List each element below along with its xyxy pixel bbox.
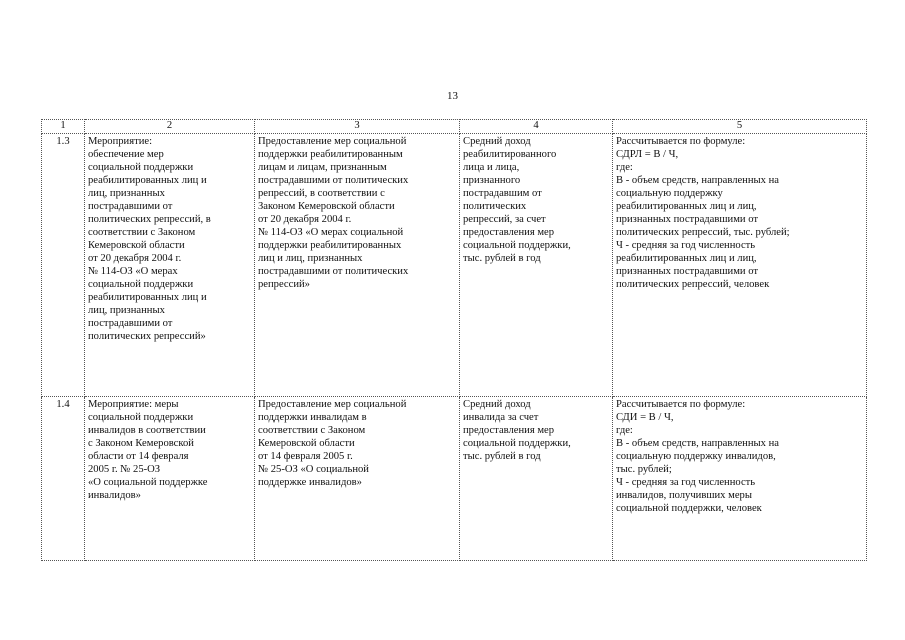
formula-line: социальную поддержку <box>616 188 723 199</box>
measure-line: 2005 г. № 25-ОЗ <box>88 464 161 475</box>
indicator-line: Средний доход <box>463 136 531 147</box>
measure-line: Кемеровской области <box>88 240 185 251</box>
provision-line: пострадавшими от политических <box>258 175 409 186</box>
measure-line: обеспечение мер <box>88 149 164 160</box>
header-col-4: 4 <box>460 120 613 134</box>
provision-line: соответствии с Законом <box>258 425 366 436</box>
provision-line: № 25-ОЗ «О социальной <box>258 464 369 475</box>
indicator-line: инвалида за счет <box>463 412 539 423</box>
page-number: 13 <box>447 90 458 102</box>
formula-line: Ч - средняя за год численность <box>616 240 756 251</box>
indicator-line: социальной поддержки, <box>463 240 571 251</box>
indicator-line: признанного <box>463 175 521 186</box>
measure-cell <box>85 397 255 561</box>
provision-line: Предоставление мер социальной <box>258 136 407 147</box>
provision-line: поддержки реабилитированных <box>258 240 402 251</box>
provision-line: репрессий, в соответствии с <box>258 188 385 199</box>
formula-line: где: <box>616 425 633 436</box>
indicator-line: Средний доход <box>463 399 531 410</box>
provision-line: № 114-ОЗ «О мерах социальной <box>258 227 404 238</box>
provision-line: поддержки инвалидам в <box>258 412 367 423</box>
formula-line: социальной поддержки, человек <box>616 503 762 514</box>
formula-line: тыс. рублей; <box>616 464 672 475</box>
formula-line: Рассчитывается по формуле: <box>616 136 746 147</box>
provision-line: поддержки реабилитированным <box>258 149 403 160</box>
formula-line: СДРЛ = В / Ч, <box>616 149 679 160</box>
measure-line: № 114-ОЗ «О мерах <box>88 266 178 277</box>
measure-line: политических репрессий» <box>88 331 206 342</box>
provision-line: лиц и лиц, признанных <box>258 253 363 264</box>
indicator-line: лица и лица, <box>463 162 520 173</box>
header-col-5: 5 <box>613 120 867 134</box>
measure-cell <box>85 134 255 397</box>
measure-line: пострадавшими от <box>88 201 173 212</box>
formula-line: политических репрессий, человек <box>616 279 770 290</box>
provision-line: от 14 февраля 2005 г. <box>258 451 353 462</box>
measures-table <box>41 119 867 561</box>
row-number: 1.4 <box>42 397 85 561</box>
indicator-line: предоставления мер <box>463 425 555 436</box>
provision-line: поддержке инвалидов» <box>258 477 362 488</box>
formula-line: признанных пострадавшими от <box>616 266 759 277</box>
formula-line: Ч - средняя за год численность <box>616 477 756 488</box>
provision-line: от 20 декабря 2004 г. <box>258 214 352 225</box>
provision-line: лицам и лицам, признанным <box>258 162 387 173</box>
measure-line: Мероприятие: <box>88 136 153 147</box>
indicator-line: тыс. рублей в год <box>463 253 541 264</box>
formula-line: признанных пострадавшими от <box>616 214 759 225</box>
header-col-2: 2 <box>85 120 255 134</box>
indicator-line: репрессий, за счет <box>463 214 546 225</box>
measure-line: инвалидов» <box>88 490 141 501</box>
provision-line: Законом Кемеровской области <box>258 201 395 212</box>
formula-line: В - объем средств, направленных на <box>616 438 779 449</box>
measure-line: социальной поддержки <box>88 162 194 173</box>
provision-line: Кемеровской области <box>258 438 355 449</box>
measure-line: пострадавшими от <box>88 318 173 329</box>
indicator-line: политических <box>463 201 527 212</box>
indicator-line: реабилитированного <box>463 149 557 160</box>
formula-line: Рассчитывается по формуле: <box>616 399 746 410</box>
formula-line: политических репрессий, тыс. рублей; <box>616 227 790 238</box>
measure-line: реабилитированных лиц и <box>88 292 207 303</box>
header-col-1: 1 <box>42 120 85 134</box>
row-number: 1.3 <box>42 134 85 397</box>
measure-line: социальной поддержки <box>88 412 194 423</box>
table-row <box>42 134 867 397</box>
provision-line: пострадавшими от политических <box>258 266 409 277</box>
measure-line: с Законом Кемеровской <box>88 438 194 449</box>
formula-line: социальную поддержку инвалидов, <box>616 451 776 462</box>
provision-cell <box>255 397 460 561</box>
formula-cell <box>613 397 867 561</box>
indicator-line: социальной поддержки, <box>463 438 571 449</box>
measure-line: области от 14 февраля <box>88 451 189 462</box>
formula-line: В - объем средств, направленных на <box>616 175 779 186</box>
measure-line: «О социальной поддержке <box>88 477 208 488</box>
measure-line: соответствии с Законом <box>88 227 196 238</box>
measure-line: реабилитированных лиц и <box>88 175 207 186</box>
formula-line: СДИ = В / Ч, <box>616 412 674 423</box>
formula-line: реабилитированных лиц и лиц, <box>616 253 757 264</box>
measure-line: политических репрессий, в <box>88 214 211 225</box>
formula-line: реабилитированных лиц и лиц, <box>616 201 757 212</box>
provision-cell <box>255 134 460 397</box>
provision-line: репрессий» <box>258 279 310 290</box>
header-row <box>42 120 867 134</box>
table-row <box>42 397 867 561</box>
measure-line: социальной поддержки <box>88 279 194 290</box>
provision-line: Предоставление мер социальной <box>258 399 407 410</box>
formula-line: инвалидов, получивших меры <box>616 490 752 501</box>
measure-line: лиц, признанных <box>88 188 165 199</box>
measure-line: инвалидов в соответствии <box>88 425 206 436</box>
indicator-line: пострадавшим от <box>463 188 542 199</box>
formula-line: где: <box>616 162 633 173</box>
indicator-line: предоставления мер <box>463 227 555 238</box>
indicator-cell <box>460 397 613 561</box>
formula-cell <box>613 134 867 397</box>
header-col-3: 3 <box>255 120 460 134</box>
indicator-cell <box>460 134 613 397</box>
measure-line: лиц, признанных <box>88 305 165 316</box>
measure-line: от 20 декабря 2004 г. <box>88 253 182 264</box>
indicator-line: тыс. рублей в год <box>463 451 541 462</box>
measure-line: Мероприятие: меры <box>88 399 179 410</box>
